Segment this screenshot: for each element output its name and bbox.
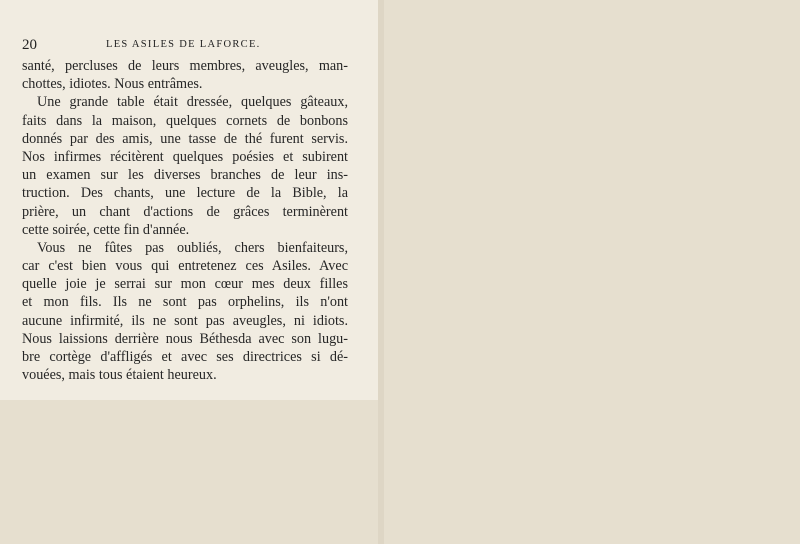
page-number: 20 [22,37,37,53]
text-line: chottes, idiotes. Nous entrâmes. [22,76,203,93]
text-line: Nous laissions derrière nous Béthesda avec son lugu- [22,330,348,347]
text-line: un examen sur les diverses branches de leur ins- [22,167,348,184]
text-line: Une grande table était dressée, quelques gâteaux, [37,94,348,111]
text-line: faits dans la maison, quelques cornets de bonbons [22,112,348,129]
text-line: cette soirée, cette fin d'année. [22,221,190,238]
text-line: et mon fils. Ils ne sont pas orphelins, ils n'ont [22,294,348,311]
text-line: quelle joie je serrai sur mon cœur mes deux filles [22,276,348,293]
text-line: truction. Des chants, une lecture de la Bible, la [22,185,348,202]
text-line: prière, un chant d'actions de grâces terminèrent [22,203,348,220]
text-line: bre cortège d'affligés et avec ses directrices si dé- [22,349,348,365]
text-line: Nos infirmes récitèrent quelques poésies et subirent [22,148,348,165]
book-page [0,0,381,400]
running-head: LES ASILES DE LAFORCE. [106,39,261,50]
text-line: donnés par des amis, une tasse de thé furent servis. [22,130,348,147]
text-line: santé, percluses de leurs membres, aveugles, man- [22,58,348,74]
text-line: vouées, mais tous étaient heureux. [22,367,217,384]
page-gutter [378,0,384,544]
page-header [22,37,352,53]
text-line: car c'est bien vous qui entretenez ces Asiles. Avec [22,258,348,275]
text-line: aucune infirmité, ils ne sont pas aveugles, ni idiots. [22,312,348,329]
text-line: Vous ne fûtes pas oubliés, chers bienfaiteurs, [37,239,348,256]
body-text [22,57,348,384]
